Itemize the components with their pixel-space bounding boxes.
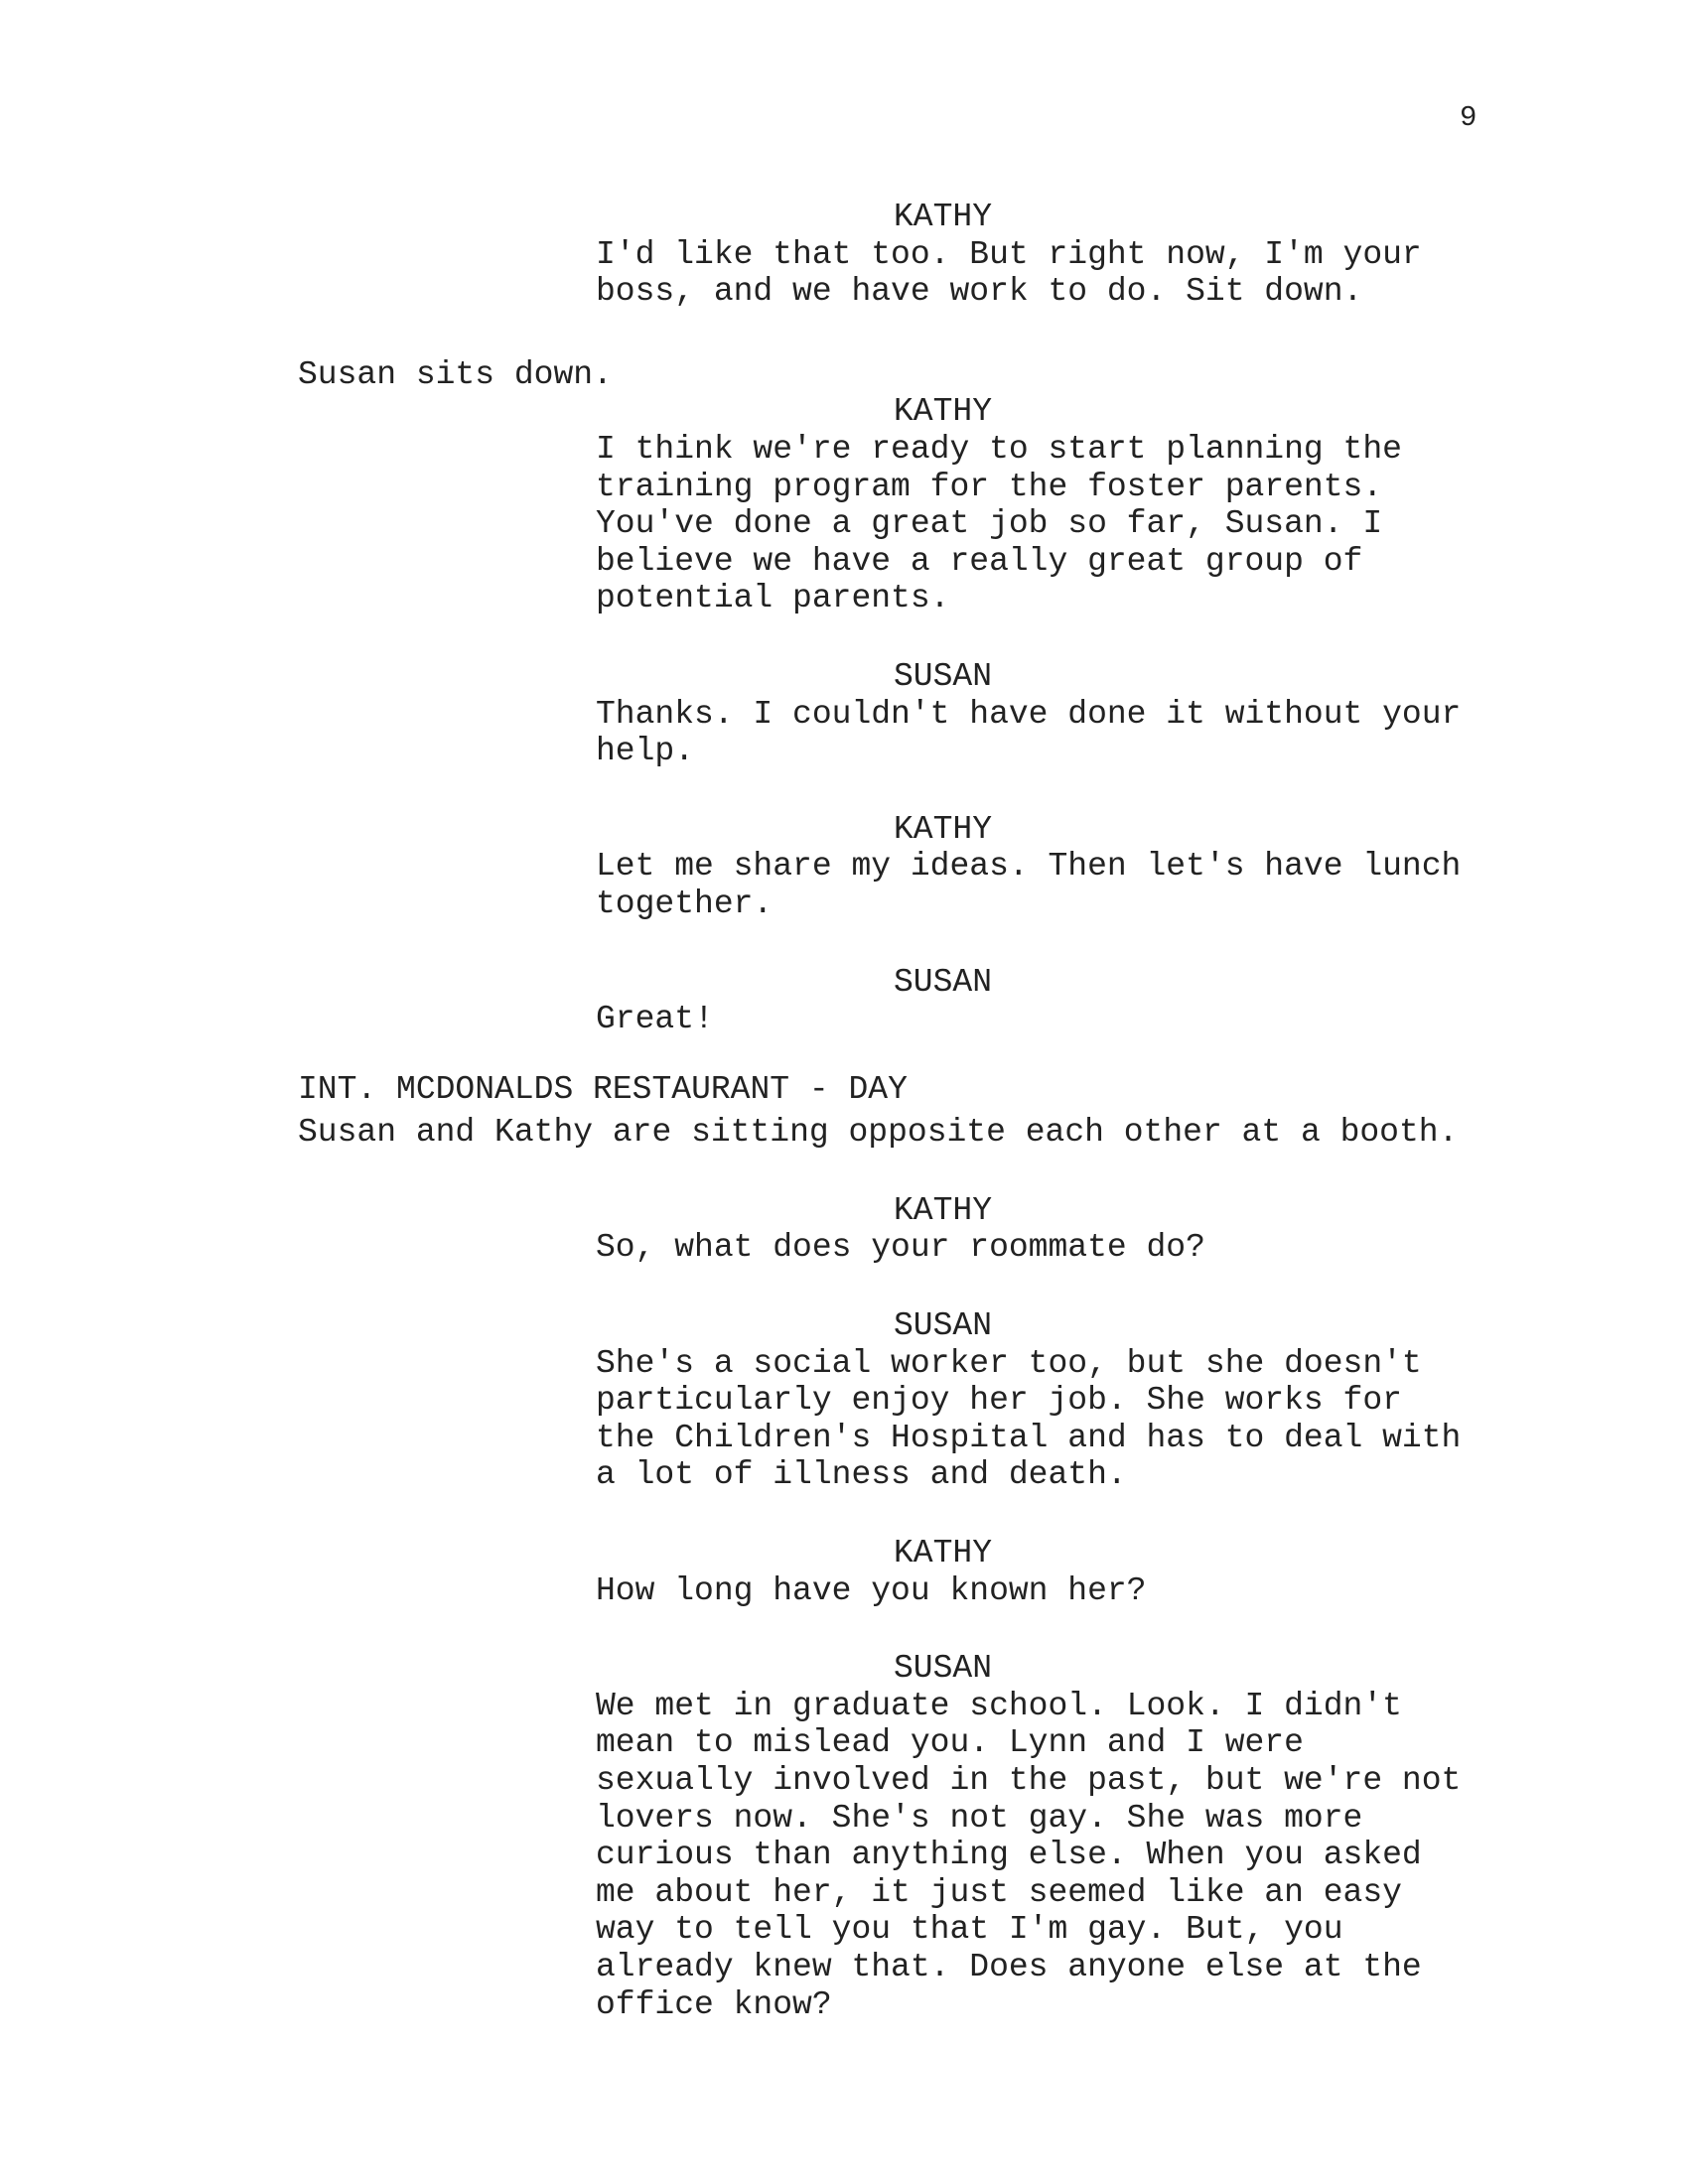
character-name: SUSAN [894,1650,993,1688]
dialogue-line: sexually involved in the past, but we're not [596,1762,1462,1799]
dialogue-line: boss, and we have work to do. Sit down. [596,273,1363,311]
dialogue-line: the Children's Hospital and has to deal with [596,1419,1462,1456]
dialogue-line: lovers now. She's not gay. She was more [596,1799,1363,1837]
scene-heading: INT. MCDONALDS RESTAURANT - DAY [298,1070,908,1108]
dialogue-line: We met in graduate school. Look. I didn't [596,1687,1402,1724]
dialogue-line: way to tell you that I'm gay. But, you [596,1911,1343,1949]
dialogue-line: Great! [596,1001,714,1038]
dialogue-line: potential parents. [596,580,950,617]
dialogue-line: Let me share my ideas. Then let's have lunch [596,848,1462,886]
action-line: Susan sits down. [298,355,613,393]
dialogue-line: She's a social worker too, but she doesn't [596,1344,1422,1382]
character-name: SUSAN [894,963,993,1001]
dialogue-line: office know? [596,1985,832,2023]
dialogue-line: particularly enjoy her job. She works for [596,1382,1402,1420]
dialogue-line: Thanks. I couldn't have done it without your [596,695,1462,733]
dialogue-line: I'd like that too. But right now, I'm your [596,235,1422,273]
dialogue-line: help. [596,733,695,770]
dialogue-line: believe we have a really great group of [596,542,1363,580]
dialogue-line: So, what does your roommate do? [596,1229,1205,1267]
page-number: 9 [1460,101,1477,134]
character-name: KATHY [894,1535,993,1572]
action-line: Susan and Kathy are sitting opposite each other at a booth. [298,1114,1459,1152]
character-name: KATHY [894,1191,993,1229]
character-name: SUSAN [894,1307,993,1345]
dialogue-line: You've done a great job so far, Susan. I [596,505,1383,543]
dialogue-line: How long have you known her? [596,1571,1147,1609]
dialogue-line: already knew that. Does anyone else at the [596,1948,1422,1985]
character-name: SUSAN [894,657,993,695]
character-name: KATHY [894,810,993,848]
dialogue-line: a lot of illness and death. [596,1456,1127,1494]
dialogue-line: me about her, it just seemed like an easy [596,1873,1402,1911]
dialogue-line: training program for the foster parents. [596,468,1383,505]
character-name: KATHY [894,199,993,235]
dialogue-line: I think we're ready to start planning the [596,430,1402,468]
character-name: KATHY [894,393,993,431]
dialogue-line: together. [596,885,774,922]
dialogue-line: curious than anything else. When you asked [596,1837,1422,1874]
dialogue-line: mean to mislead you. Lynn and I were [596,1724,1304,1762]
screenplay-body [0,199,1688,2023]
